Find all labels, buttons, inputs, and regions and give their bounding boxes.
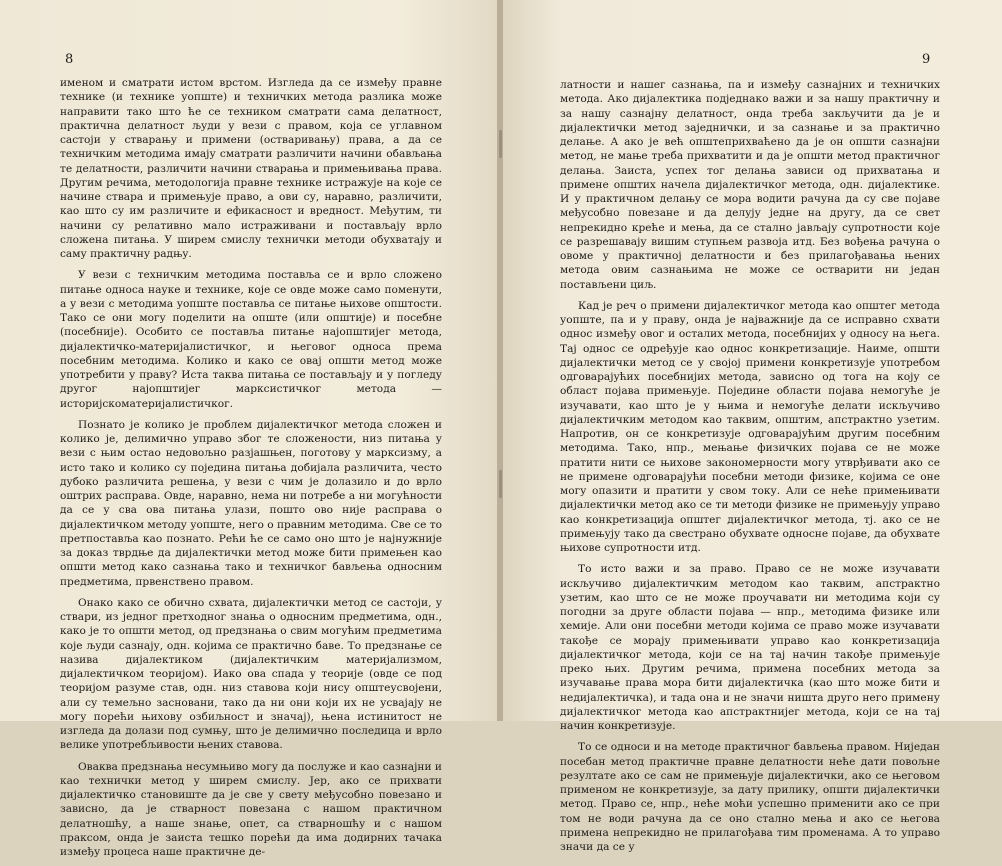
left-page-number: 8 bbox=[65, 52, 74, 67]
right-page bbox=[500, 0, 1002, 853]
right-paragraph-4: То се односи и на методе практичног бављења правом. Ниједан посебан метод практичне правне делатности неће дати повољне резултате ако се сам не примењује дијалектички, ако се његовом применом не конкретизује, за дату прилику, општи дијалектички метод. Право се, нпр., неће моћи успешно применити ако се при том не води рачуна да се оно стално мења и ако се његова примена непрекидно не прилагођава тим променама. А то управо значи да се у bbox=[560, 741, 940, 853]
left-paragraph-5: Оваква предзнања несумњиво могу да послуже и као сазнајни и као технички метод у ширем смислу. Јер, ако се прихвати дијалектичко становиште да је све у свету међусобно повезано и зависно, да је стварност повезана с нашом практичном делатношћу, а наше знање, опет, са стварношћу и с нашом праксом, онда је заиста тешко порећи да има додирних тачака између процеса наше практичне де- bbox=[60, 760, 442, 858]
left-paragraph-1: именом и сматрати истом врстом. Изгледа да се између правне технике (и технике уопште) и техничких метода разлика може направити тако што ће се техником сматрати сама делатност, практична делатност људи у вези с правом, која се углавном састоји у стварању и примени (остваривању) права, а да се техничким методима имају сматрати различити начини обављања те делатности, различити начини стварања и примењивања права. Другим речима, методологија правне технике истражује на које се начине ствара и примењује право, а ови су, наравно, различити, као што су им различите и ефикасност и вредност. Међутим, ти начини су релативно мало истраживани и постављају врло сложена питања. У ширем смислу технички методи обухватају и саму практичну радњу. bbox=[60, 77, 442, 260]
book-gutter bbox=[497, 0, 503, 721]
right-page-number: 9 bbox=[922, 52, 931, 67]
left-page-text bbox=[60, 76, 442, 866]
binding-stitch bbox=[499, 130, 502, 158]
right-paragraph-2: Кад је реч о примени дијалектичког метода као општег метода уопште, па и у праву, онда је најважније да се исправно схвати однос између овог и осталих метода, посебнијих у односу на њега. Тај однос се одређује као однос конкретизације. Наиме, општи дијалектички метод се у својој примени конкретизује употребом одговарајућих посебнијих метода, зависно од тога на коју се област појава примењује. Поједине области појава немогуће је изучавати, као што је у њима и немогуће делати искључиво дијалектичким методом као таквим, општим, апстрактно узетим. Напротив, он се конкретизује одговарајућим другим посебним методима. Тако, нпр., мењање физичких појава се не може пратити нити се њихове закономерности могу утврђивати ако се не примене одговарајући посебни методи физике, којима се оне могу опазити и пратити у свом току. Али се неће примењивати дијалектички метод ако се ти методи физике не примењују управо као конкретизација општег дијалектичког метода, тј. ако се не примењују тако да свестрано обухвате односне појаве, да обухвате њихове супротности итд. bbox=[560, 299, 940, 554]
right-paragraph-3: То исто важи и за право. Право се не може изучавати искључиво дијалектичким методом као таквим, апстрактно узетим, као што се не може проучавати ни методима који су погодни за друге области појава — нпр., методима физике или хемије. Али они посебни методи којима се право може изучавати такође се морају примењивати управо као конкретизација дијалектичког метода, који се на тај начин такође примењује преко њих. Другим речима, примена посебних метода за изучавање права мора бити дијалектичка (као што може бити и недијалектичка), и тада она и не значи ништа друго него примену дијалектичког метода као апстрактнијег метода, који се на тај начин конкретизује. bbox=[560, 563, 940, 732]
right-paragraph-1: латности и нашег сазнања, па и између сазнајних и техничких метода. Ако дијалектика подједнако важи и за нашу практичну и за нашу сазнајну делатност, онда треба закључити да је и дијалектички метод заједнички, и за сазнање и за практично делање. А ако је већ општеприхваћено да је он општи сазнајни метод, не мање треба прихватити и да је општи метод практичног делања. Заиста, успех тог делања зависи од прихватања и примене општих начела дијалектичког метода, одн. дијалектике. И у практичном делању се мора водити рачуна да су све појаве међусобно повезане и да делују једне на другу, да се свет непрекидно креће и мења, да се стално јављају супротности које се разрешавају вишим ступњем развоја итд. Без вођења рачуна о овоме у практичној делатности и без прилагођавања њених метода овим сазнањима не може се остварити ни један постављени циљ. bbox=[560, 79, 940, 291]
left-paragraph-3: Познато је колико је проблем дијалектичког метода сложен и колико је, делимично управо због те сложености, низ питања у вези с њим остао недовољно разјашњен, поготову у марксизму, а исто тако и колико су поједина питања добијала различита, често дубоко различита решења, у вези с чим је долазило и до врло оштрих расправа. Овде, наравно, нема ни потребе а ни могућности да се у сва ова питања улази, пошто ово није расправа о дијалектичком методу уопште, него о правним методима. Све се то претпоставља као познато. Рећи ће се само оно што је најнужније за доказ тврдње да дијалектички метод може бити примењен као општи метод како сазнања тако и техничког бављења односним предметима, првенствено правом. bbox=[60, 418, 442, 588]
binding-stitch bbox=[499, 470, 502, 498]
right-page-text bbox=[560, 78, 940, 861]
left-paragraph-4: Онако како се обично схвата, дијалектички метод се састоји, у ствари, из једног претходног знања о односним предметима, одн., како је то општи метод, од предзнања о свим могућим предметима које људи сазнају, одн. којима се практично баве. То предзнање се назива дијалектиком (дијалектичким материјализмом, дијалектичком теоријом). Иако ова спада у теорије (овде се под теоријом разуме став, одн. низ ставова који нису општеусвојени, али су темељно засновани, тако да ни они који их не усвајају не могу порећи њихову озбиљност и значај), њена истинитост не изгледа да долази под сумњу, што је делимично последица и врло великe употребљивости њених ставова. bbox=[60, 596, 442, 752]
left-paragraph-2: У вези с техничким методима поставља се и врло сложено питање односа науке и технике, које се овде може само поменути, а у вези с методима уопште поставља се питање њихове општости. Тако се они могу поделити на опште (или општије) и посебне (посебније). Особито се поставља питање најопштијег метода, дијалектичко-материјалистичког, и његовог односа према посебним методима. Колико и како се овај општи метод може употребити у праву? Иста таква питања се постављају и у погледу другог најопштијег марксистичког метода — историјскоматеријалистичког. bbox=[60, 269, 442, 410]
left-page bbox=[0, 0, 500, 858]
